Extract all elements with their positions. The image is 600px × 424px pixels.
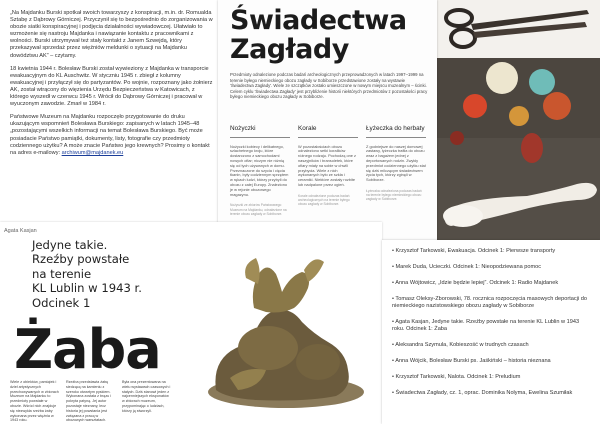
intro-text: Przedmioty odnalezione podczas badań archeologicznych przeprowadzonych w latach 1997–1999 na terenie byłego niemieckiego obozu zagłady w Sobiborze przedstawione zostały na wystawie 'Świadectwa Zagłady'. Wiele ze szczątków zostało umieszczone w nowym miejscu muzealnym – ścinki. Celem cyklu 'Świadectwa Zagłady' jest przybliżenie historii niektórych przedmiotów z pozostałości pracy byłego niemieckiego obozu zagłady w Sobiborze. [230,72,428,100]
subtitle-line: Rzeźby powstałe [32,252,130,267]
column-body: W pozostałościach obozu odnaleziono setki koralików różnego rodzaju. Pochodzą one z naszyjników i bransoletek, które ofiary miały na sobie w chwili przybycia. Wiele z nich wykonanych było ze szkła i ceramiki. Niektóre zostały rozbite lub nadpalone przez ogień. [298,143,356,187]
divider [366,137,426,138]
list-item-label: Anna Wójtowicz, „Idzie będzie lepiej”. Odcinek 1: Radio Majdanek [395,280,559,286]
frog-sculpture-photo [186,230,382,420]
article-column: Rzeźba przedstawia żabę siedzącą na kamieniu z szeroko otwartym pyskiem. Wykonana została z brązu i pokryta patyną. Jej autor pozostaje nieznany, lecz historia jej powstania jest związana z pracą w obozowych warsztatach. [66,380,112,423]
column-nozyczki [230,125,290,216]
list-item-label: Aleksandra Szymula, Kobieszość w trudnych czasach [395,342,529,348]
page-title [230,6,407,64]
article-column: Była ona prezentowana na wielu wystawach czasowych i stałych. Dziś stanowi jeden z najcenniejszych eksponatów w zbiorach muzeum, przypominając o ludziach, którzy ją stworzyli. [122,380,171,413]
paragraph-text: Państwowe Muzeum na Majdanku rozpoczęło przygotowanie do druku ukazującym wspomnień Bolesława Burskiego: zapisanych w latach 1945–48 „pozostającymi wszelkich informacji na temat Bolesława Burskiego. Być może posiadacie Państwo pamiątki, dokumenty, listy, fotografie czy przedmioty codziennego użytku? A może znacie Państwo jego krewnych? Prosimy o kontakt na adres e-mailowy: [10,114,210,156]
subtitle-line: Odcinek 1 [32,295,91,310]
subtitle-line: KL Lublin w 1943 r. [32,281,142,296]
list-item-label: Krzysztof Tarkowski, Ewakuacja. Odcinek 1: Pierwsze transporty [395,248,556,254]
article-list-panel [382,240,600,424]
list-item[interactable]: • Anna Wójcik, Bolesław Burski ps. Jaśkiński – historia nieznana [392,358,551,364]
column-lyzeczka [366,125,426,202]
subtitle-line: na terenie [32,266,92,281]
scissors-photo [437,0,600,58]
divider [230,137,290,138]
title-line: Świadectwa [230,5,407,36]
column-korale [298,125,358,206]
divider [298,137,358,138]
column-caption: Korale odnalezione podczas badań archeologicznych na terenie byłego obozu zagłady w Sobiborze. [298,193,350,207]
column-caption: Łyżeczka odnaleziona podczas badań na terenie byłego niemieckiego obozu zagłady w Sobiborze. [366,188,422,202]
subtitle-line: Jedyne takie. [32,238,108,252]
paragraph: „Na Majdanku Burski spotkał swoich towarzyszy z konspiracji, m.in. dr. Romualda Sztabę z Dąbrowy Górniczej. Przyczynił się to bezpośrednio do zorganizowania w obozie siatki konspiracyjnej i podjęcia działalności wywiadowczej. Ułatwiało to wzmożenie się nastroju Majdanka i nawiązanie kontaktu z pracownikami z wolności. Burski utrzymywał też stały kontakt z Janem Szwejdą, który przekazywał sprzedaż przez więźniów meldunki o sytuacji na Majdanku dowództwu AK” – czytamy. [10,10,213,59]
list-item[interactable]: • Anna Wójtowicz, „Idzie będzie lepiej”. Odcinek 1: Radio Majdanek [392,280,559,286]
list-item-label: Świadectwa Zagłady, cz. 1, oprac. Dominika Nolyma, Ewelina Szumiłak [395,390,573,396]
column-body: Nożyczki kobiecy i delikatnego, szlachetnego kroju, które dostarczono z samochodami nowych ofiar; niczym nie różnią się od tych używanych w domu. Przeznaczone do szycia i cięcia tkanin, były codziennym sprzętem w rękach ludzi, którzy przybyli do obozu z całej Europy. Znaleziono je w rejonie obozowego magazynu. [230,143,289,197]
title-line: Zagłady [230,34,349,65]
column-heading: Nożyczki [230,125,256,132]
paragraph: 18 kwietnia 1944 r. Bolesław Burski został wywieziony z Majdanka w transporcie ewakuacyjnym do KL Auschwitz. W styczniu 1945 r. zbiegł z kolumny ewakuacyjnej i przyłączył się do partyzantów. Po wojnie, rozpoznany jako żołnierz AK, został wtrącony do więzienia Urzędu Bezpieczeństwa w Katowicach, z którego wyszedł w czerwcu 1945 r. Wrócił do Dąbrowy Górniczej i pracował w wyuczonym zawodzie. Zmarł w 1984 r. [10,65,213,108]
list-item-label: Marek Duda, Ucieczki. Odcinek 1: Nieopodziewana pomoc [395,264,542,270]
list-item-label: Anna Wójcik, Bolesław Burski ps. Jaśkiński – historia nieznana [395,358,551,364]
list-item[interactable]: • Aleksandra Szymula, Kobieszość w trudnych czasach [392,342,529,348]
list-item-label: Krzysztof Tarkowski, Nalota. Odcinek 1: Preludium [395,374,521,380]
list-item[interactable]: • Krzysztof Tarkowski, Ewakuacja. Odcinek 1: Pierwsze transporty [392,248,556,254]
zaba-article-panel [0,222,382,424]
article-text [10,10,214,163]
list-item[interactable]: • Agata Kasjan, Jedyne takie. Rzeźby powstałe na terenie KL Lublin w 1943 roku. Odcinek 1: Żaba [392,319,580,332]
swiadectwa-panel [218,0,437,258]
list-item-label: Tomasz Oleksy-Zborowski, 78. rocznica rozpoczęcia masowych deportacji do niemieckiego nazistowskiego obozu zagłady w Sobiborze [392,296,587,309]
article-text-panel [0,0,218,212]
article-list [382,240,600,397]
column-heading: Korale [298,125,317,132]
list-item[interactable]: • Świadectwa Zagłady, cz. 1, oprac. Dominika Nolyma, Ewelina Szumiłak [392,390,573,396]
article-subtitle [32,238,172,310]
email-link[interactable]: archiwum@majdanek.eu [61,149,124,156]
beads-spoon-photo [437,58,600,240]
article-title: Żaba [14,318,161,381]
author: Agata Kasjan [4,228,37,234]
article-column: Wiele z obiektów, pamiątek i dzieł artystycznych przechowywanych w zbiorach Muzeum na Majdanku to przedmioty powstałe w obozie. Wśród nich znajduje się niezwykła rzeźba żaby wykonana przez więźnia w 1943 roku. [10,380,59,423]
photo-panel [437,0,600,240]
column-caption: Nożyczki ze zbiorów Państwowego Muzeum na Majdanku, odnalezione na terenie obozu zagłady w Sobiborze. [230,203,287,216]
list-item-label: Agata Kasjan, Jedyne takie. Rzeźby powstałe na terenie KL Lublin w 1943 roku. Odcinek 1: Żaba [392,319,580,332]
column-body: Z godniejsze do naszej domowej zastawy, łyżeczka trafiła do obozu wraz z bagażem jednej z deportowanych rodzin. Zwykły przedmiot codziennego użytku stał się dziś milczącym świadectwem życia tych, którzy zginęli w Sobiborze. [366,143,426,183]
list-item[interactable]: • Marek Duda, Ucieczki. Odcinek 1: Nieopodziewana pomoc [392,264,542,270]
column-heading: Łyżeczka do herbaty [366,125,425,132]
list-item[interactable]: • Tomasz Oleksy-Zborowski, 78. rocznica rozpoczęcia masowych deportacji do niemieckiego nazistowskiego obozu zagłady w Sobiborze [392,296,587,309]
list-item[interactable]: • Krzysztof Tarkowski, Nalota. Odcinek 1: Preludium [392,374,521,380]
paragraph [10,114,214,157]
